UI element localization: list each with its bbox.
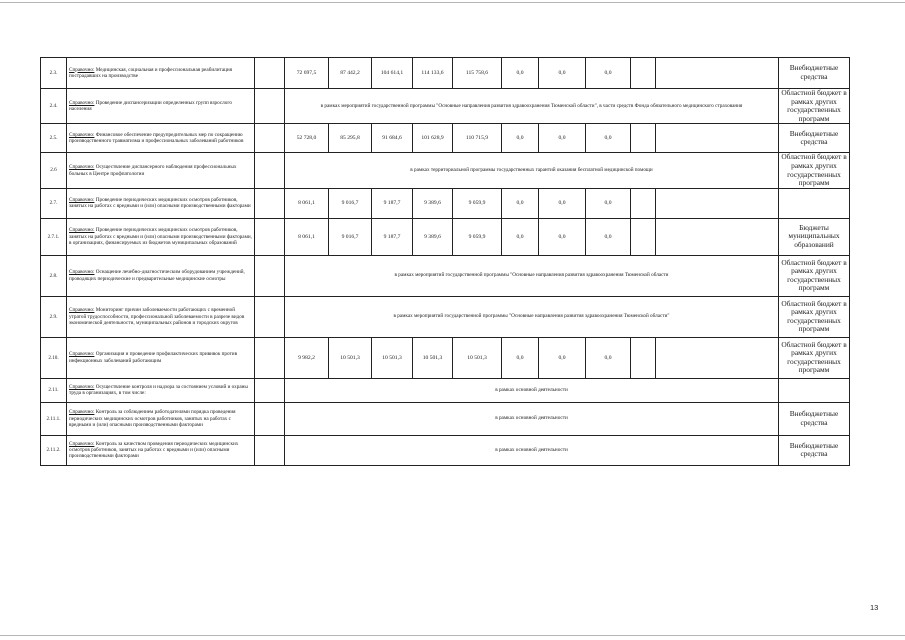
- reference-label: Справочно:: [69, 196, 95, 203]
- reference-label: Справочно:: [69, 351, 95, 358]
- row-description: [67, 337, 255, 378]
- empty-cell: [255, 218, 285, 255]
- empty-cell: [656, 58, 779, 89]
- empty-cell: [631, 188, 656, 218]
- row-description: [67, 255, 255, 296]
- value-cell: 10 501,3: [453, 337, 502, 378]
- table-row: [41, 378, 850, 402]
- row-description: [67, 218, 255, 255]
- row-description: [67, 296, 255, 337]
- empty-cell: [631, 218, 656, 255]
- table-row: [41, 124, 850, 153]
- funding-source: [779, 378, 850, 402]
- value-cell: 0,0: [586, 188, 631, 218]
- value-cell: 0,0: [502, 337, 539, 378]
- funding-source: Областной бюджет в рамках других государственных программ: [779, 337, 850, 378]
- reference-label: Справочно:: [69, 164, 95, 171]
- value-cell: 72 697,5: [285, 58, 329, 89]
- row-text: Финансовое обеспечение предупредительных мер по сокращению производственного травматизма и профессиональных заболеваний работников: [69, 131, 244, 145]
- row-number: 2.10.: [41, 337, 67, 378]
- empty-cell: [255, 153, 285, 188]
- page-number: 13: [870, 603, 879, 612]
- value-cell: 10 501,3: [329, 337, 372, 378]
- row-description: [67, 58, 255, 89]
- row-number: 2.8.: [41, 255, 67, 296]
- value-cell: 0,0: [586, 124, 631, 153]
- row-description: [67, 378, 255, 402]
- funding-source: Бюджеты муниципальных образований: [779, 218, 850, 255]
- value-cell: 9 982,2: [285, 337, 329, 378]
- empty-cell: [255, 188, 285, 218]
- value-cell: 9 187,7: [372, 188, 413, 218]
- scan-top-edge: [0, 2, 905, 3]
- empty-cell: [656, 188, 779, 218]
- merged-note-cell: в рамках мероприятий государственной программы "Основные направления развития здравоохранения Тюменской области": [285, 296, 779, 337]
- empty-cell: [255, 89, 285, 124]
- row-description: [67, 124, 255, 153]
- table-row: [41, 153, 850, 188]
- value-cell: 10 501,3: [413, 337, 453, 378]
- merged-note-cell: в рамках основной деятельности: [285, 402, 779, 435]
- empty-cell: [656, 218, 779, 255]
- table-row: [41, 296, 850, 337]
- funding-source: Внебюджетные средства: [779, 402, 850, 435]
- reference-label: Справочно:: [69, 409, 95, 416]
- reference-label: Справочно:: [69, 383, 95, 390]
- row-text: Оснащение лечебно-диагностическим оборудованием учреждений, проводящих периодические и предварительные медицинские осмотры: [69, 269, 245, 282]
- row-text: Проведение периодических медицинских осмотров работников, занятых на работах с вредными и (или) опасными производственными факторами: [69, 196, 251, 210]
- funding-source: Внебюджетные средства: [779, 435, 850, 465]
- table-row: [41, 218, 850, 255]
- merged-note-cell: в рамках основной деятельности: [285, 378, 779, 402]
- row-number: 2.6: [41, 153, 67, 188]
- value-cell: 91 684,6: [372, 124, 413, 153]
- table-row: [41, 402, 850, 435]
- row-description: [67, 153, 255, 188]
- merged-note-cell: в рамках основной деятельности: [285, 435, 779, 465]
- value-cell: 104 614,1: [372, 58, 413, 89]
- table-row: [41, 188, 850, 218]
- row-number: 2.11.: [41, 378, 67, 402]
- value-cell: 0,0: [539, 218, 586, 255]
- row-description: [67, 402, 255, 435]
- empty-cell: [631, 124, 656, 153]
- reference-label: Справочно:: [69, 227, 95, 234]
- empty-cell: [255, 124, 285, 153]
- table-row: [41, 435, 850, 465]
- empty-cell: [255, 337, 285, 378]
- row-description: [67, 435, 255, 465]
- merged-note-cell: в рамках мероприятий государственной программы "Основные направления развития здравоохранения Тюменской области", в части средств Фонда обязательного медицинского страхования: [285, 89, 779, 124]
- empty-cell: [255, 58, 285, 89]
- value-cell: 0,0: [586, 58, 631, 89]
- value-cell: 9 059,9: [453, 218, 502, 255]
- row-number: 2.7.1.: [41, 218, 67, 255]
- row-text: Контроль за качеством проведения периодических медицинских осмотров работников, занятых на работах с вредными и (или) опасными производственными факторами: [69, 440, 239, 460]
- value-cell: 0,0: [502, 188, 539, 218]
- row-text: Мониторинг причин заболеваемости работающих с временной утратой трудоспособности, профессиональной заболеваемости в разрезе видов экономической деятельности, муниципальных районов и городских округов: [69, 307, 245, 326]
- empty-cell: [255, 296, 285, 337]
- value-cell: 9 389,6: [413, 188, 453, 218]
- table-row: [41, 58, 850, 89]
- empty-cell: [255, 378, 285, 402]
- row-text: Проведение диспансеризации определенных групп взрослого населения: [69, 99, 232, 113]
- funding-source: Областной бюджет в рамках других государственных программ: [779, 153, 850, 188]
- reference-label: Справочно:: [69, 99, 95, 106]
- value-cell: 110 715,9: [453, 124, 502, 153]
- reference-label: Справочно:: [69, 440, 95, 447]
- value-cell: 9 187,7: [372, 218, 413, 255]
- row-description: [67, 89, 255, 124]
- table-row: [41, 89, 850, 124]
- reference-label: Справочно:: [69, 269, 95, 276]
- merged-note-cell: в рамках мероприятий государственной программы "Основные направления развития здравоохранения Тюменской области: [285, 255, 779, 296]
- row-number: 2.9.: [41, 296, 67, 337]
- table-row: [41, 337, 850, 378]
- value-cell: 9 016,7: [329, 218, 372, 255]
- value-cell: 0,0: [502, 58, 539, 89]
- value-cell: 9 016,7: [329, 188, 372, 218]
- funding-source: [779, 188, 850, 218]
- value-cell: 0,0: [502, 124, 539, 153]
- row-text: Проведение периодических медицинских осмотров работников, занятых на работах с вредными и (или) опасными производственными факторами, в организациях, финансируемых из бюджетов муниципальных образований: [69, 227, 252, 246]
- empty-cell: [656, 124, 779, 153]
- funding-source: Областной бюджет в рамках других государственных программ: [779, 296, 850, 337]
- value-cell: 10 501,3: [372, 337, 413, 378]
- reference-label: Справочно:: [69, 131, 95, 138]
- value-cell: 0,0: [586, 337, 631, 378]
- scan-bottom-edge: [0, 635, 905, 636]
- row-number: 2.11.2.: [41, 435, 67, 465]
- row-number: 2.3.: [41, 58, 67, 89]
- funding-source: Областной бюджет в рамках других государственных программ: [779, 89, 850, 124]
- financing-table: [40, 57, 850, 466]
- row-number: 2.5.: [41, 124, 67, 153]
- funding-source: Внебюджетные средства: [779, 58, 850, 89]
- reference-label: Справочно:: [69, 307, 95, 314]
- funding-source: Внебюджетные средства: [779, 124, 850, 153]
- value-cell: 9 389,6: [413, 218, 453, 255]
- empty-cell: [631, 58, 656, 89]
- funding-source: Областной бюджет в рамках других государственных программ: [779, 255, 850, 296]
- value-cell: 8 061,1: [285, 188, 329, 218]
- value-cell: 52 728,0: [285, 124, 329, 153]
- value-cell: 114 133,6: [413, 58, 453, 89]
- value-cell: 9 059,9: [453, 188, 502, 218]
- empty-cell: [255, 435, 285, 465]
- row-number: 2.7.: [41, 188, 67, 218]
- empty-cell: [255, 255, 285, 296]
- value-cell: 101 628,9: [413, 124, 453, 153]
- merged-note-cell: в рамках территориальной программы государственных гарантий оказания бесплатной медицинской помощи: [285, 153, 779, 188]
- empty-cell: [255, 402, 285, 435]
- row-text: Осуществление контроля и надзора за состоянием условий и охраны труда в организациях, в том числе:: [69, 383, 248, 397]
- reference-label: Справочно:: [69, 66, 95, 73]
- value-cell: 0,0: [539, 58, 586, 89]
- row-number: 2.11.1.: [41, 402, 67, 435]
- value-cell: 0,0: [539, 124, 586, 153]
- value-cell: 85 295,8: [329, 124, 372, 153]
- row-number: 2.4.: [41, 89, 67, 124]
- value-cell: 0,0: [539, 188, 586, 218]
- value-cell: 0,0: [586, 218, 631, 255]
- value-cell: 8 061,1: [285, 218, 329, 255]
- row-text: Контроль за соблюдением работодателями порядка проведения периодических медицинских осмотров работников, занятых на работах с вредными и (или) опасными производственными факторами: [69, 409, 236, 428]
- empty-cell: [631, 337, 656, 378]
- value-cell: 0,0: [502, 218, 539, 255]
- row-text: Организация и проведение профилактических прививок против инфекционных заболеваний работающим: [69, 351, 238, 364]
- row-description: [67, 188, 255, 218]
- value-cell: 87 442,2: [329, 58, 372, 89]
- value-cell: 115 758,6: [453, 58, 502, 89]
- row-text: Медицинская, социальная и профессиональная реабилитация пострадавших на производстве: [69, 66, 233, 79]
- row-text: Осуществление диспансерного наблюдения профессиональных больных в Центре профпатологии: [69, 164, 237, 177]
- table-row: [41, 255, 850, 296]
- empty-cell: [656, 337, 779, 378]
- value-cell: 0,0: [539, 337, 586, 378]
